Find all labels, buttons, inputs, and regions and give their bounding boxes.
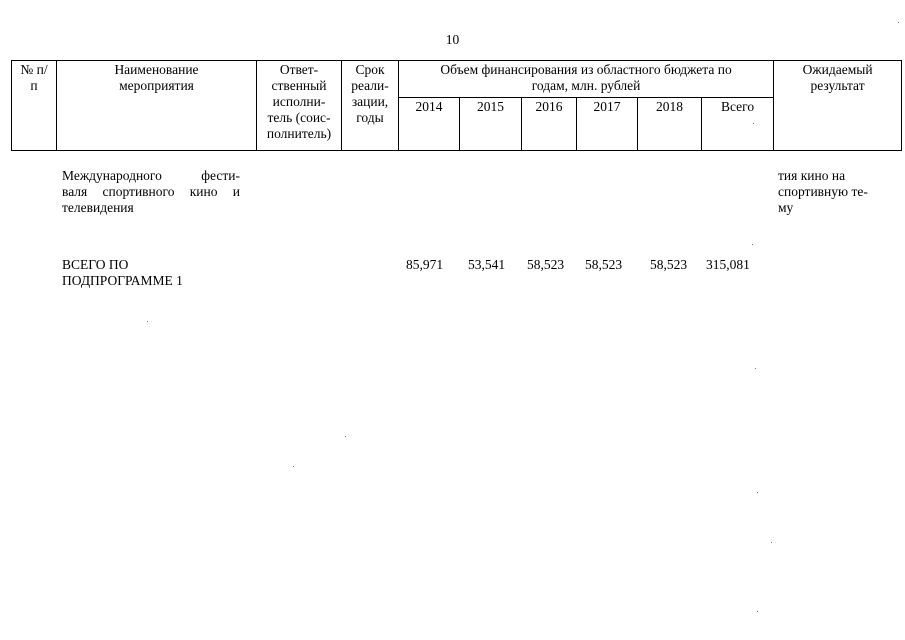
- scan-speck: [753, 123, 754, 124]
- header-name: Наименование мероприятия: [57, 61, 257, 151]
- scan-speck: [771, 542, 772, 543]
- total-all: 315,081: [706, 257, 750, 272]
- scan-speck: [755, 368, 756, 369]
- total-2018: 58,523: [650, 257, 688, 272]
- total-2014: 85,971: [406, 257, 444, 272]
- row1-result: тия кино на спортивную те- му: [778, 168, 868, 215]
- row2-name: ВСЕГО ПО ПОДПРОГРАММЕ 1: [62, 257, 183, 288]
- header-funding: Объем финансирования из областного бюджета по годам, млн. рублей: [399, 61, 774, 98]
- total-2015: 53,541: [468, 257, 506, 272]
- header-year-2015: 2015: [460, 98, 522, 151]
- scan-speck: [898, 22, 899, 23]
- scan-speck: [293, 466, 294, 467]
- header-year-2017: 2017: [577, 98, 638, 151]
- header-year-total: Всего: [702, 98, 774, 151]
- header-year-2018: 2018: [638, 98, 702, 151]
- table-header: [11, 60, 902, 151]
- header-year-2014: 2014: [399, 98, 460, 151]
- page-number: 10: [445, 32, 460, 47]
- total-2017: 58,523: [585, 257, 623, 272]
- header-num: № п/п: [12, 61, 57, 151]
- scan-speck: [757, 611, 758, 612]
- header-result: Ожидаемый результат: [774, 61, 902, 151]
- header-executor: Ответ-ственный исполни-тель (соис-полнитель): [257, 61, 342, 151]
- header-term: Срок реали-зации, годы: [342, 61, 399, 151]
- row1-name: Международного фести- валя спортивного кино и телевидения: [62, 168, 240, 215]
- scan-speck: [345, 436, 346, 437]
- scan-speck: [147, 321, 148, 322]
- header-year-2016: 2016: [522, 98, 577, 151]
- scan-speck: [757, 492, 758, 493]
- total-2016: 58,523: [527, 257, 565, 272]
- scan-speck: [752, 244, 753, 245]
